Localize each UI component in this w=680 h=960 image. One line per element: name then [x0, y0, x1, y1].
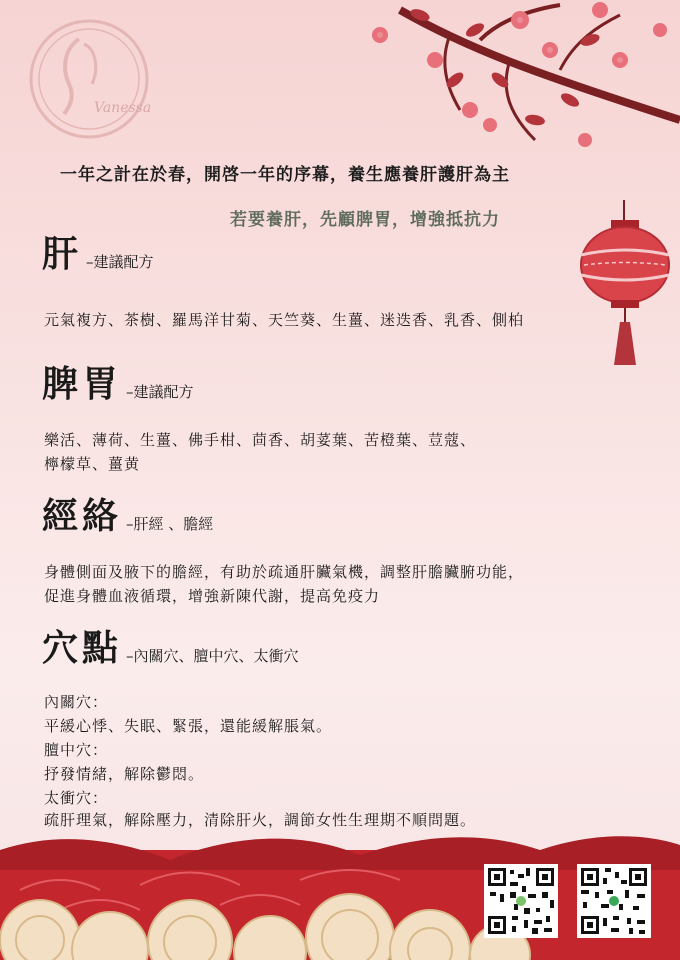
acupoint-line: 內關穴： [44, 693, 109, 711]
acupoint-line: 抒發情緒，解除鬱悶。 [44, 765, 205, 783]
section-spleen-note: –建議配方 [126, 383, 194, 401]
headline: 一年之計在於春，開啓一年的序幕，養生應養肝護肝為主 [60, 165, 510, 185]
acupoint-line: 太衝穴： [44, 789, 109, 807]
acupoint-line: 平緩心悸、失眠、緊張，還能緩解脹氣。 [44, 717, 333, 735]
section-spleen-line-2: 檸檬草、薑黄 [44, 455, 141, 473]
section-acupoints-note: –內關穴、膻中穴、太衝穴 [126, 647, 299, 665]
section-liver-text: 元氣複方、茶樹、羅馬洋甘菊、天竺葵、生薑、迷迭香、乳香、側柏 [44, 311, 525, 329]
qr-code-icon[interactable] [484, 864, 558, 938]
section-spleen-heading [42, 363, 194, 405]
acupoint-line: 膻中穴： [44, 741, 109, 759]
plum-blossom-branch-icon [360, 0, 680, 160]
section-meridian-title: 經絡 [42, 495, 123, 537]
logo-text: Vanessa [94, 100, 152, 116]
subheadline: 若要養肝，先顧脾胃，增強抵抗力 [230, 210, 500, 230]
section-spleen-line-1: 樂活、薄荷、生薑、佛手柑、茴香、胡荽葉、苦橙葉、荳蔻、 [44, 431, 477, 449]
section-meridian-line-1: 身體側面及腋下的膽經，有助於疏通肝臟氣機，調整肝膽臟腑功能， [44, 563, 525, 581]
section-liver-heading [42, 233, 154, 275]
acupoint-line: 疏肝理氣，解除壓力，清除肝火，調節女性生理期不順問題。 [44, 811, 477, 829]
section-liver-note: –建議配方 [86, 253, 154, 271]
section-meridian-note: –肝經 、膽經 [126, 515, 214, 533]
qr-code-icon[interactable] [577, 864, 651, 938]
section-meridian-heading [42, 495, 214, 537]
lantern-icon [576, 200, 676, 370]
section-spleen-title: 脾胃 [42, 363, 123, 405]
section-acupoints-title: 穴點 [42, 627, 123, 669]
section-acupoints-heading [42, 627, 299, 669]
section-liver-title: 肝 [42, 233, 83, 275]
section-meridian-line-2: 促進身體血液循環，增強新陳代謝，提高免疫力 [44, 587, 381, 605]
logo-icon [24, 14, 154, 144]
